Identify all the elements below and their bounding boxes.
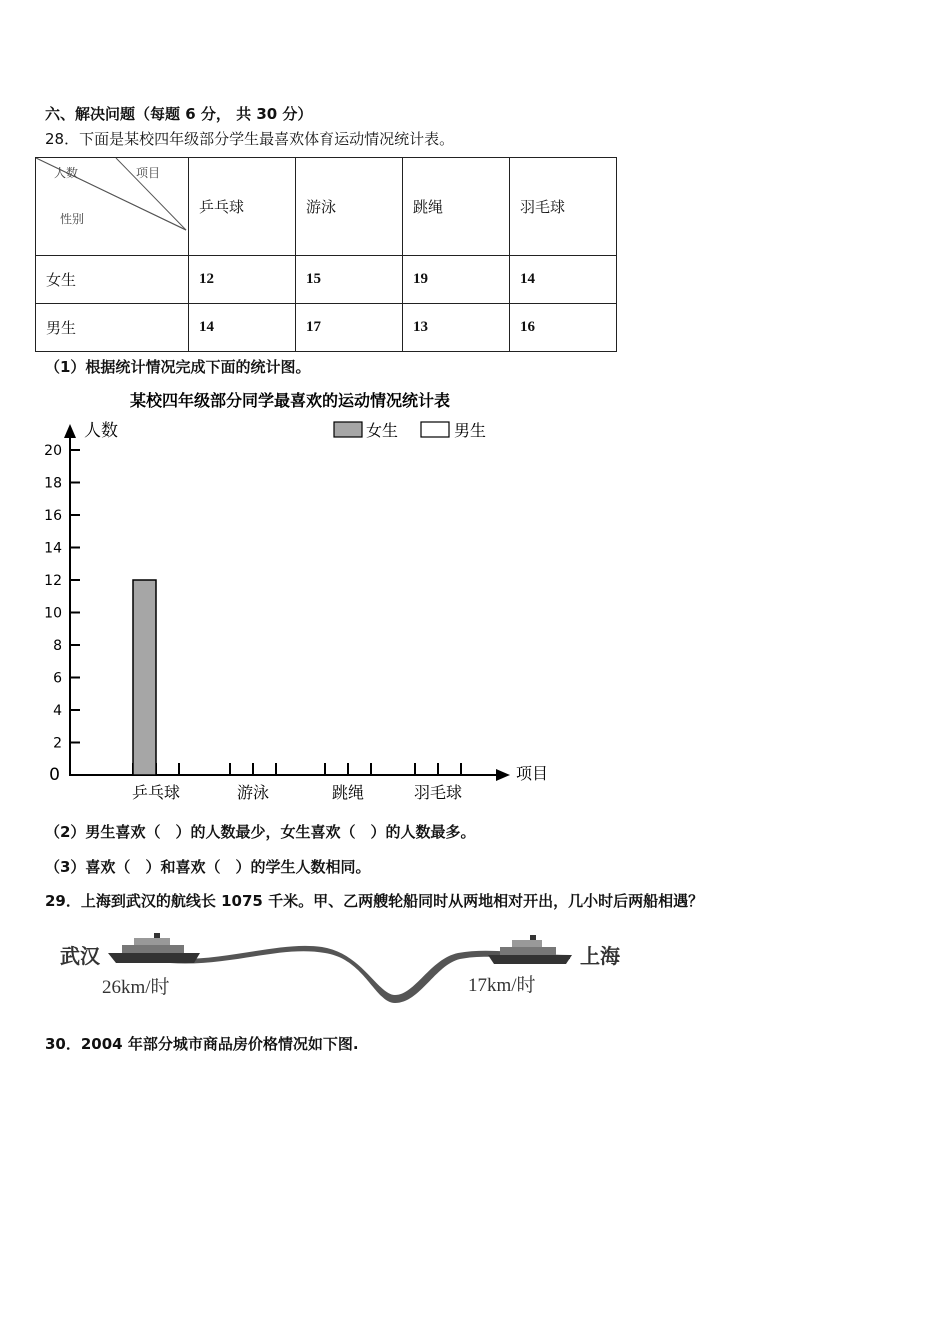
y-tick-label: 16 bbox=[44, 508, 62, 524]
table-row bbox=[36, 256, 617, 304]
table-cell: 16 bbox=[510, 304, 617, 352]
header-cell: 跳绳 bbox=[403, 158, 510, 256]
x-axis-arrow bbox=[496, 769, 510, 781]
right-city-label: 上海 bbox=[580, 944, 620, 968]
row-label: 男生 bbox=[36, 304, 189, 352]
y-tick-label: 18 bbox=[44, 475, 62, 492]
legend-swatch-boys bbox=[421, 422, 449, 437]
row-label: 女生 bbox=[36, 256, 189, 304]
stats-table bbox=[35, 157, 617, 352]
x-tick-label: 游泳 bbox=[236, 783, 270, 802]
header-cell: 游泳 bbox=[296, 158, 403, 256]
y-tick-label: 12 bbox=[44, 573, 62, 589]
x-tick-label: 乒乓球 bbox=[131, 783, 181, 802]
corner-label-gender: 性别 bbox=[60, 212, 85, 226]
corner-label-count: 人数 bbox=[54, 166, 79, 180]
table-row bbox=[36, 304, 617, 352]
y-tick-label: 6 bbox=[53, 670, 62, 687]
section-title: 六、解决问题（每题 6 分， 共 30 分） bbox=[45, 105, 313, 123]
x-axis-label: 项目 bbox=[516, 764, 549, 783]
legend-label-girls: 女生 bbox=[366, 421, 399, 440]
legend-swatch-girls bbox=[334, 422, 362, 437]
y-tick-label: 4 bbox=[53, 703, 62, 719]
y-axis-label: 人数 bbox=[84, 421, 118, 441]
bar-chart bbox=[0, 380, 600, 810]
table-cell: 13 bbox=[403, 304, 510, 352]
table-cell: 12 bbox=[189, 256, 296, 304]
route-illustration bbox=[50, 925, 640, 1015]
table-corner-cell bbox=[36, 158, 189, 256]
chart-title: 某校四年级部分同学最喜欢的运动情况统计表 bbox=[129, 391, 451, 410]
y-tick-label: 8 bbox=[53, 638, 62, 654]
header-cell: 乒乓球 bbox=[189, 158, 296, 256]
table-cell: 14 bbox=[189, 304, 296, 352]
y-tick-label: 2 bbox=[53, 735, 62, 752]
table-header-row bbox=[36, 158, 617, 256]
question-28-part2: （2）男生喜欢（ ）的人数最少，女生喜欢（ ）的人数最多。 bbox=[45, 823, 476, 841]
bar-girls bbox=[133, 580, 156, 775]
question-30-text: 30．2004 年部分城市商品房价格情况如下图. bbox=[45, 1035, 359, 1053]
legend-label-boys: 男生 bbox=[454, 421, 487, 440]
y-tick-label: 20 bbox=[44, 443, 62, 459]
y-tick-label: 10 bbox=[44, 605, 62, 622]
left-speed-label: 26km/时 bbox=[102, 977, 170, 998]
question-29-text: 29．上海到武汉的航线长 1075 千米。甲、乙两艘轮船同时从两地相对开出，几小时后两船相遇？ bbox=[45, 892, 704, 910]
left-city-label: 武汉 bbox=[60, 944, 100, 968]
table-cell: 17 bbox=[296, 304, 403, 352]
table-cell: 19 bbox=[403, 256, 510, 304]
x-tick-label: 跳绳 bbox=[331, 783, 365, 802]
right-speed-label: 17km/时 bbox=[468, 975, 536, 996]
left-ship-icon bbox=[108, 933, 200, 963]
table-cell: 14 bbox=[510, 256, 617, 304]
question-28-part1: （1）根据统计情况完成下面的统计图。 bbox=[45, 358, 311, 376]
y-axis-arrow bbox=[64, 424, 76, 438]
y-tick-label: 14 bbox=[44, 540, 62, 557]
y-tick-label: 0 bbox=[49, 765, 60, 785]
corner-label-item: 项目 bbox=[136, 166, 161, 180]
right-ship-icon bbox=[488, 935, 572, 964]
question-28-text: 28．下面是某校四年级部分学生最喜欢体育运动情况统计表。 bbox=[45, 130, 455, 148]
table-cell: 15 bbox=[296, 256, 403, 304]
header-cell: 羽毛球 bbox=[510, 158, 617, 256]
question-28-part3: （3）喜欢（ ）和喜欢（ ）的学生人数相同。 bbox=[45, 858, 371, 876]
x-tick-label: 羽毛球 bbox=[413, 783, 463, 802]
